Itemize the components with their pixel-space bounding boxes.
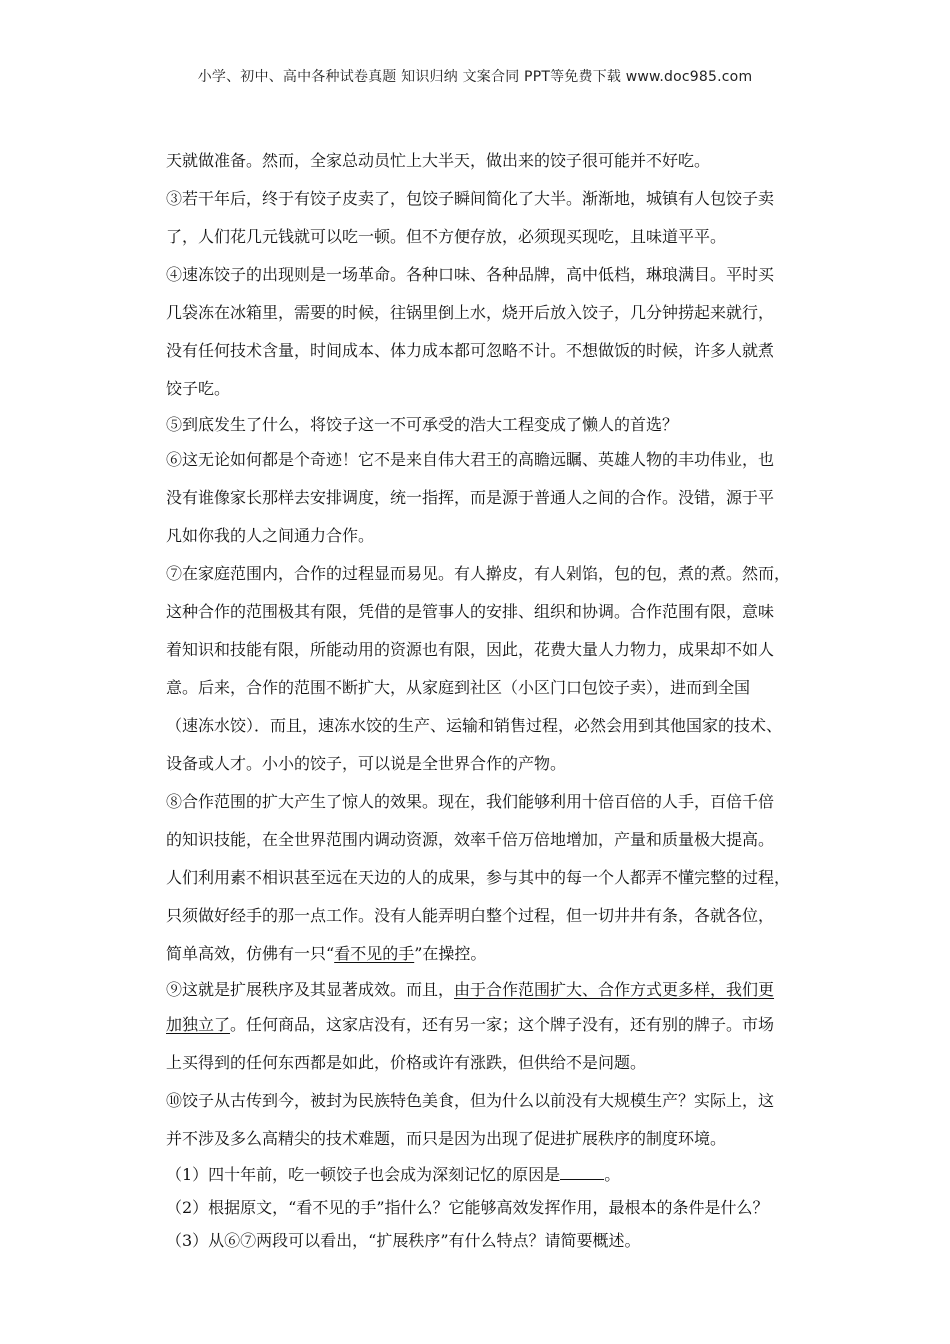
text-line: 意。后来，合作的范围不断扩大，从家庭到社区（小区门口包饺子卖），进而到全国 bbox=[166, 678, 751, 697]
text-line: 没有谁像家长那样去安排调度，统一指挥，而是源于普通人之间的合作。没错，源于平 bbox=[166, 488, 775, 507]
text-line: ⑩饺子从古传到今，被封为民族特色美食，但为什么以前没有大规模生产？实际上，这 bbox=[166, 1091, 775, 1110]
text-line: ⑨这就是扩展秩序及其显著成效。而且，由于合作范围扩大、合作方式更多样，我们更 bbox=[166, 980, 775, 999]
text-line: 简单高效，仿佛有一只“看不见的手”在操控。 bbox=[166, 944, 487, 963]
text-line: ⑧合作范围的扩大产生了惊人的效果。现在，我们能够利用十倍百倍的人手，百倍千倍 bbox=[166, 792, 775, 811]
underlined-phrase: 看不见的手 bbox=[334, 944, 415, 963]
text-line: 饺子吃。 bbox=[166, 379, 231, 398]
text-line: 这种合作的范围极其有限，凭借的是管事人的安排、组织和协调。合作范围有限，意味 bbox=[166, 602, 775, 621]
question-1: （1）四十年前，吃一顿饺子也会成为深刻记忆的原因是 。 bbox=[166, 1165, 621, 1184]
text-line: 着知识和技能有限，所能动用的资源也有限，因此，花费大量人力物力，成果却不如人 bbox=[166, 640, 775, 659]
text-line: ③若干年后，终于有饺子皮卖了，包饺子瞬间简化了大半。渐渐地，城镇有人包饺子卖 bbox=[166, 189, 775, 208]
text-line: 天就做准备。然而，全家总动员忙上大半天，做出来的饺子很可能并不好吃。 bbox=[166, 151, 711, 170]
text-line: 凡如你我的人之间通力合作。 bbox=[166, 526, 375, 545]
underlined-phrase: 加独立了 bbox=[166, 1015, 231, 1034]
text-line: 上买得到的任何东西都是如此，价格或许有涨跌，但供给不是问题。 bbox=[166, 1053, 647, 1072]
article-body bbox=[166, 142, 818, 1257]
answer-blank bbox=[560, 1165, 604, 1180]
text-line: ⑤到底发生了什么，将饺子这一不可承受的浩大工程变成了懒人的首选？ bbox=[166, 415, 679, 434]
text-line: 人们利用素不相识甚至远在天边的人的成果，参与其中的每一个人都弄不懂完整的过程， bbox=[166, 868, 791, 887]
text-line: 没有任何技术含量，时间成本、体力成本都可忽略不计。不想做饭的时候，许多人就煮 bbox=[166, 341, 775, 360]
text-line: 几袋冻在冰箱里，需要的时候，往锅里倒上水，烧开后放入饺子，几分钟捞起来就行， bbox=[166, 303, 775, 322]
text-line: ⑦在家庭范围内，合作的过程显而易见。有人擀皮，有人剁馅，包的包，煮的煮。然而， bbox=[166, 564, 791, 583]
text-line: 加独立了。任何商品，这家店没有，还有另一家；这个牌子没有，还有别的牌子。市场 bbox=[166, 1015, 775, 1034]
text-line: 了，人们花几元钱就可以吃一顿。但不方便存放，必须现买现吃，且味道平平。 bbox=[166, 227, 727, 246]
text-line: ④速冻饺子的出现则是一场革命。各种口味、各种品牌，高中低档，琳琅满目。平时买 bbox=[166, 265, 775, 284]
header-text: 小学、初中、高中各种试卷真题 知识归纳 文案合同 PPT等免费下载 www.doc985.com bbox=[197, 69, 753, 85]
underlined-phrase: 由于合作范围扩大、合作方式更多样，我们更 bbox=[454, 980, 775, 999]
text-line: ⑥这无论如何都是个奇迹！它不是来自伟大君王的高瞻远瞩、英雄人物的丰功伟业，也 bbox=[166, 450, 775, 469]
text-line: 的知识技能，在全世界范围内调动资源，效率千倍万倍地增加，产量和质量极大提高。 bbox=[166, 830, 775, 849]
text-line: 设备或人才。小小的饺子，可以说是全世界合作的产物。 bbox=[166, 754, 567, 773]
text-line: （速冻水饺）．而且，速冻水饺的生产、运输和销售过程，必然会用到其他国家的技术、 bbox=[166, 716, 783, 735]
question-2: （2）根据原文，“看不见的手”指什么？它能够高效发挥作用，最根本的条件是什么？ bbox=[166, 1198, 769, 1217]
text-line: 只须做好经手的那一点工作。没有人能弄明白整个过程，但一切井井有条，各就各位， bbox=[166, 906, 775, 925]
text-line: 并不涉及多么高精尖的技术难题，而只是因为出现了促进扩展秩序的制度环境。 bbox=[166, 1129, 727, 1148]
page-header bbox=[0, 66, 950, 86]
question-3: （3）从⑥⑦两段可以看出，“扩展秩序”有什么特点？请简要概述。 bbox=[166, 1231, 641, 1250]
